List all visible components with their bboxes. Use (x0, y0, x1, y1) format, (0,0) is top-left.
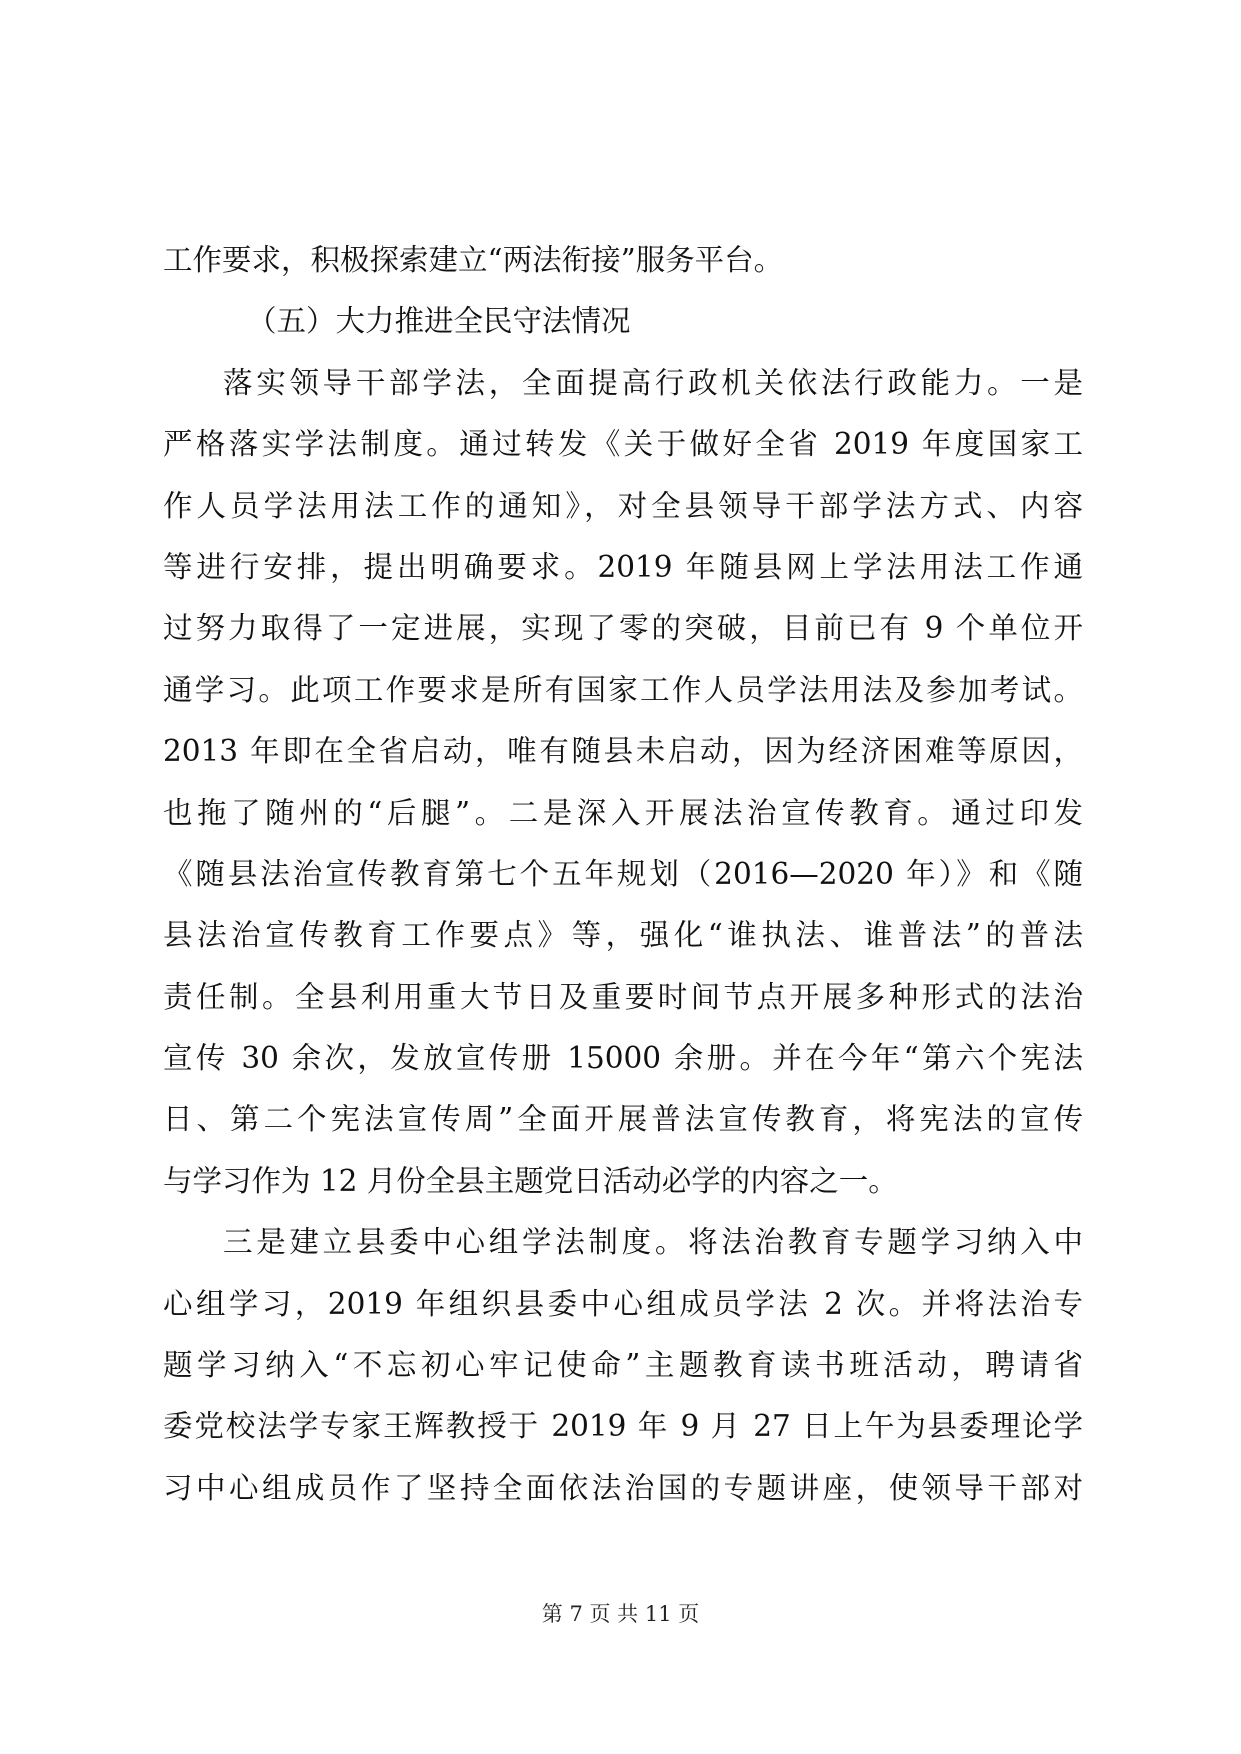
text-line: 落实领导干部学法，全面提高行政机关依法行政能力。一是 (223, 365, 1083, 400)
page-number-footer: 第 7 页 共 11 页 (541, 1602, 700, 1626)
section-heading: （五）大力推进全民守法情况 (247, 304, 631, 339)
text-line: 等进行安排，提出明确要求。2019 年随县网上学法用法工作通 (163, 549, 1083, 584)
text-line: 与学习作为 12 月份全县主题党日活动必学的内容之一。 (163, 1163, 898, 1198)
text-line: 三是建立县委中心组学法制度。将法治教育专题学习纳入中 (223, 1225, 1083, 1260)
text-line: 宣传 30 余次，发放宣传册 15000 余册。并在今年“第六个宪法 (163, 1041, 1083, 1076)
text-line: 2013 年即在全省启动，唯有随县未启动，因为经济困难等原因， (163, 734, 1083, 769)
text-line: 题学习纳入“不忘初心牢记使命”主题教育读书班活动，聘请省 (163, 1348, 1083, 1383)
text-line: 日、第二个宪法宣传周”全面开展普法宣传教育，将宪法的宣传 (163, 1102, 1083, 1137)
text-line: 过努力取得了一定进展，实现了零的突破，目前已有 9 个单位开 (163, 611, 1083, 646)
text-line: 《随县法治宣传教育第七个五年规划（2016—2020 年）》和《随 (163, 856, 1083, 891)
text-line: 通学习。此项工作要求是所有国家工作人员学法用法及参加考试。 (163, 672, 1083, 707)
text-line: 工作要求，积极探索建立“两法衔接”服务平台。 (163, 243, 784, 277)
text-line: 作人员学法用法工作的通知》，对全县领导干部学法方式、内容 (163, 488, 1083, 523)
text-line: 心组学习，2019 年组织县委中心组成员学法 2 次。并将法治专 (163, 1286, 1083, 1321)
text-line: 习中心组成员作了坚持全面依法治国的专题讲座，使领导干部对 (163, 1470, 1083, 1505)
text-line: 委党校法学专家王辉教授于 2019 年 9 月 27 日上午为县委理论学 (163, 1409, 1083, 1444)
text-line: 也拖了随州的“后腿”。二是深入开展法治宣传教育。通过印发 (163, 795, 1083, 830)
text-line: 严格落实学法制度。通过转发《关于做好全省 2019 年度国家工 (163, 427, 1083, 462)
document-body (163, 230, 1083, 1519)
text-line: 责任制。全县利用重大节日及重要时间节点开展多种形式的法治 (163, 979, 1083, 1014)
text-line: 县法治宣传教育工作要点》等，强化“谁执法、谁普法”的普法 (163, 918, 1083, 953)
